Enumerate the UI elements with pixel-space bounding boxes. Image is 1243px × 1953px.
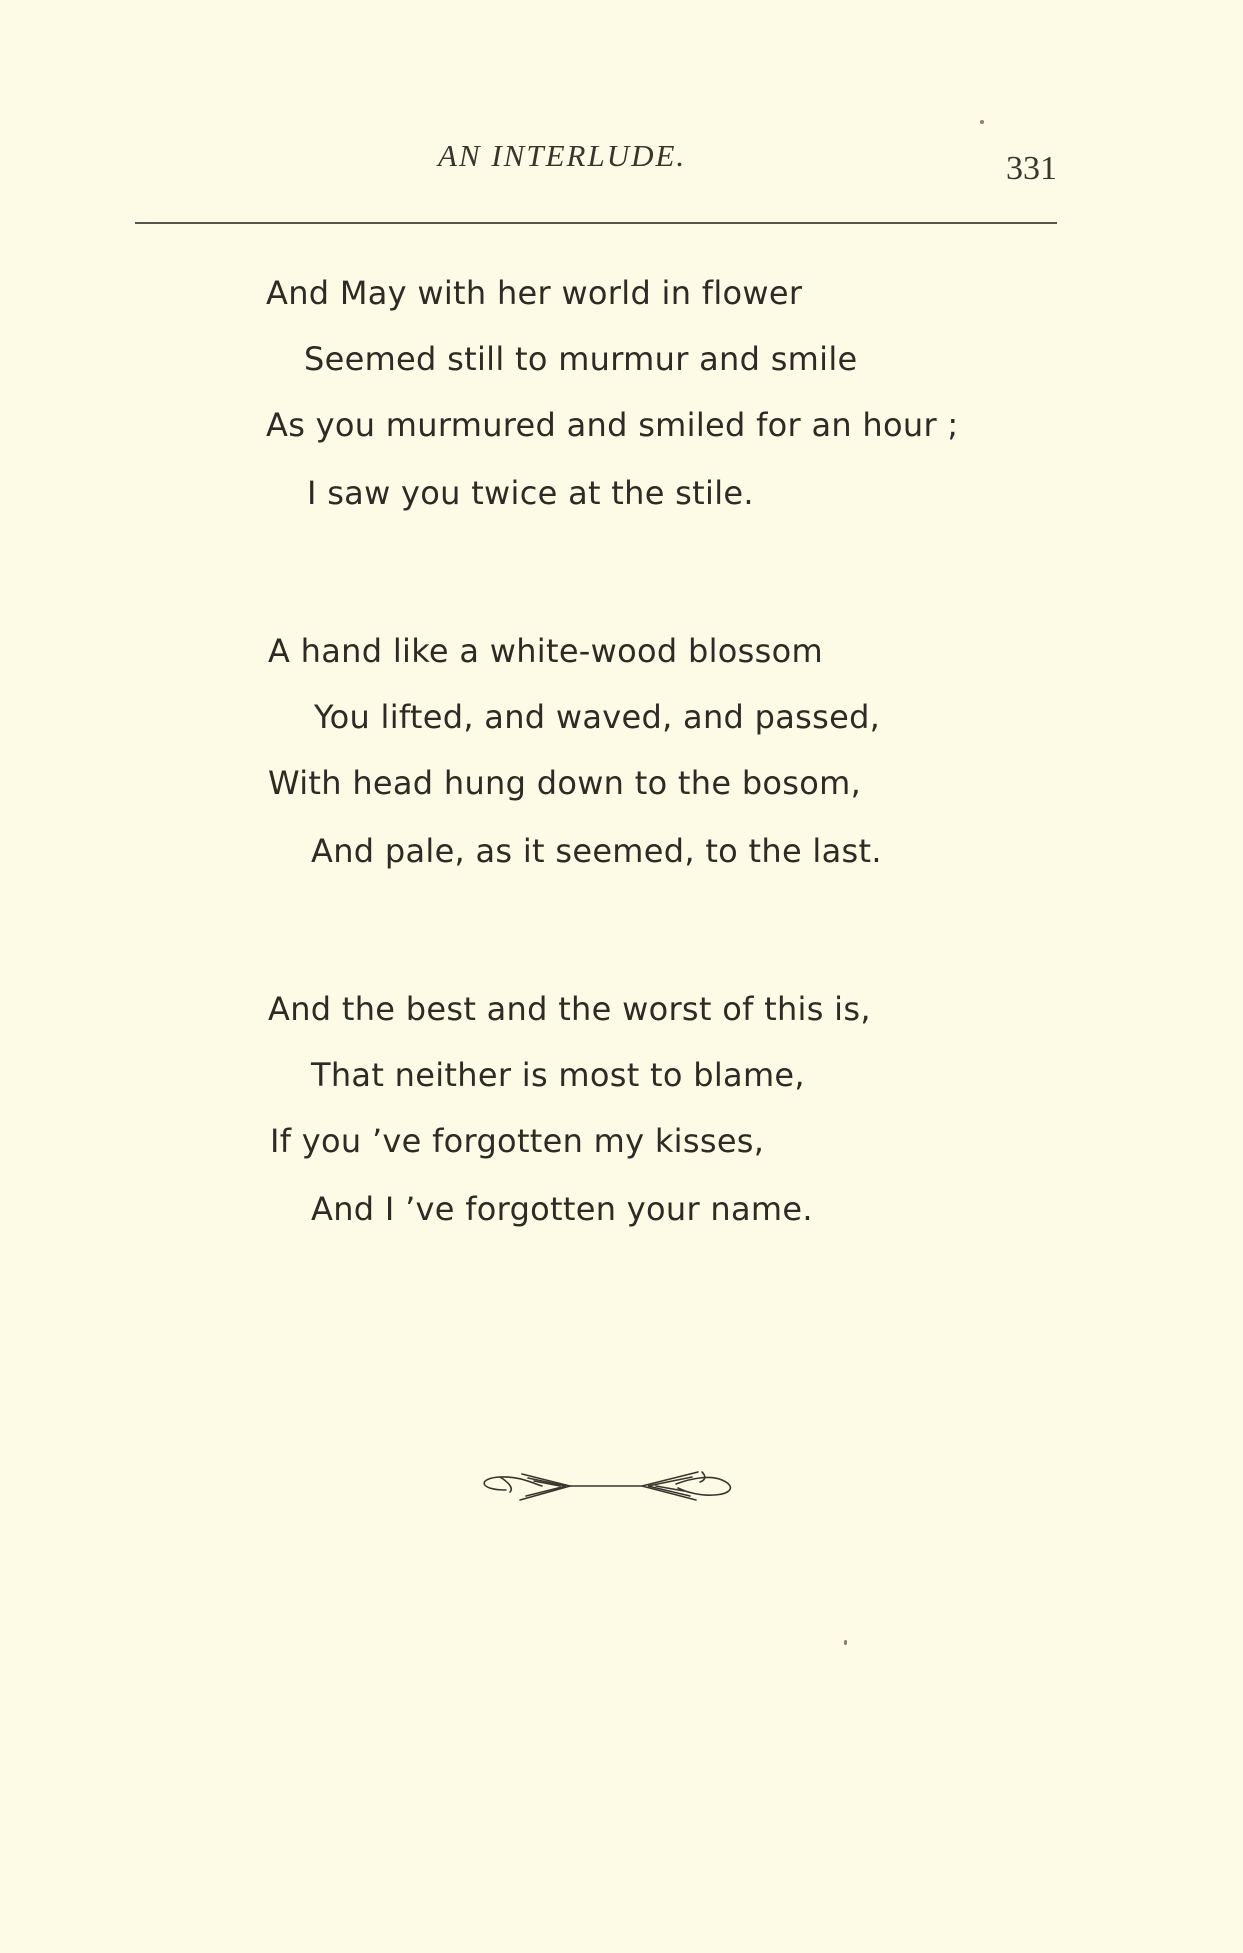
poem-line: I saw you twice at the stile. [307, 474, 754, 512]
paper-speck [844, 1640, 847, 1645]
poem-line: And May with her world in flower [266, 274, 803, 312]
poem-line: With head hung down to the bosom, [268, 764, 862, 802]
poem-line: Seemed still to murmur and smile [304, 340, 858, 378]
poem-line: A hand like a white-wood blossom [268, 632, 823, 670]
poem-line: And I ’ve forgotten your name. [311, 1190, 813, 1228]
page-number: 331 [1006, 150, 1057, 187]
poem-line: You lifted, and waved, and passed, [314, 698, 881, 736]
poem-line: And pale, as it seemed, to the last. [311, 832, 882, 870]
poem-line: If you ’ve forgotten my kisses, [270, 1122, 765, 1160]
paper-speck [980, 120, 984, 124]
running-title: AN INTERLUDE. [438, 138, 687, 173]
poem-line: That neither is most to blame, [311, 1056, 805, 1094]
poem-line: As you murmured and smiled for an hour ; [266, 406, 959, 444]
poem-line: And the best and the worst of this is, [268, 990, 871, 1028]
tailpiece-flourish-icon [470, 1460, 750, 1510]
header-rule [135, 222, 1057, 224]
